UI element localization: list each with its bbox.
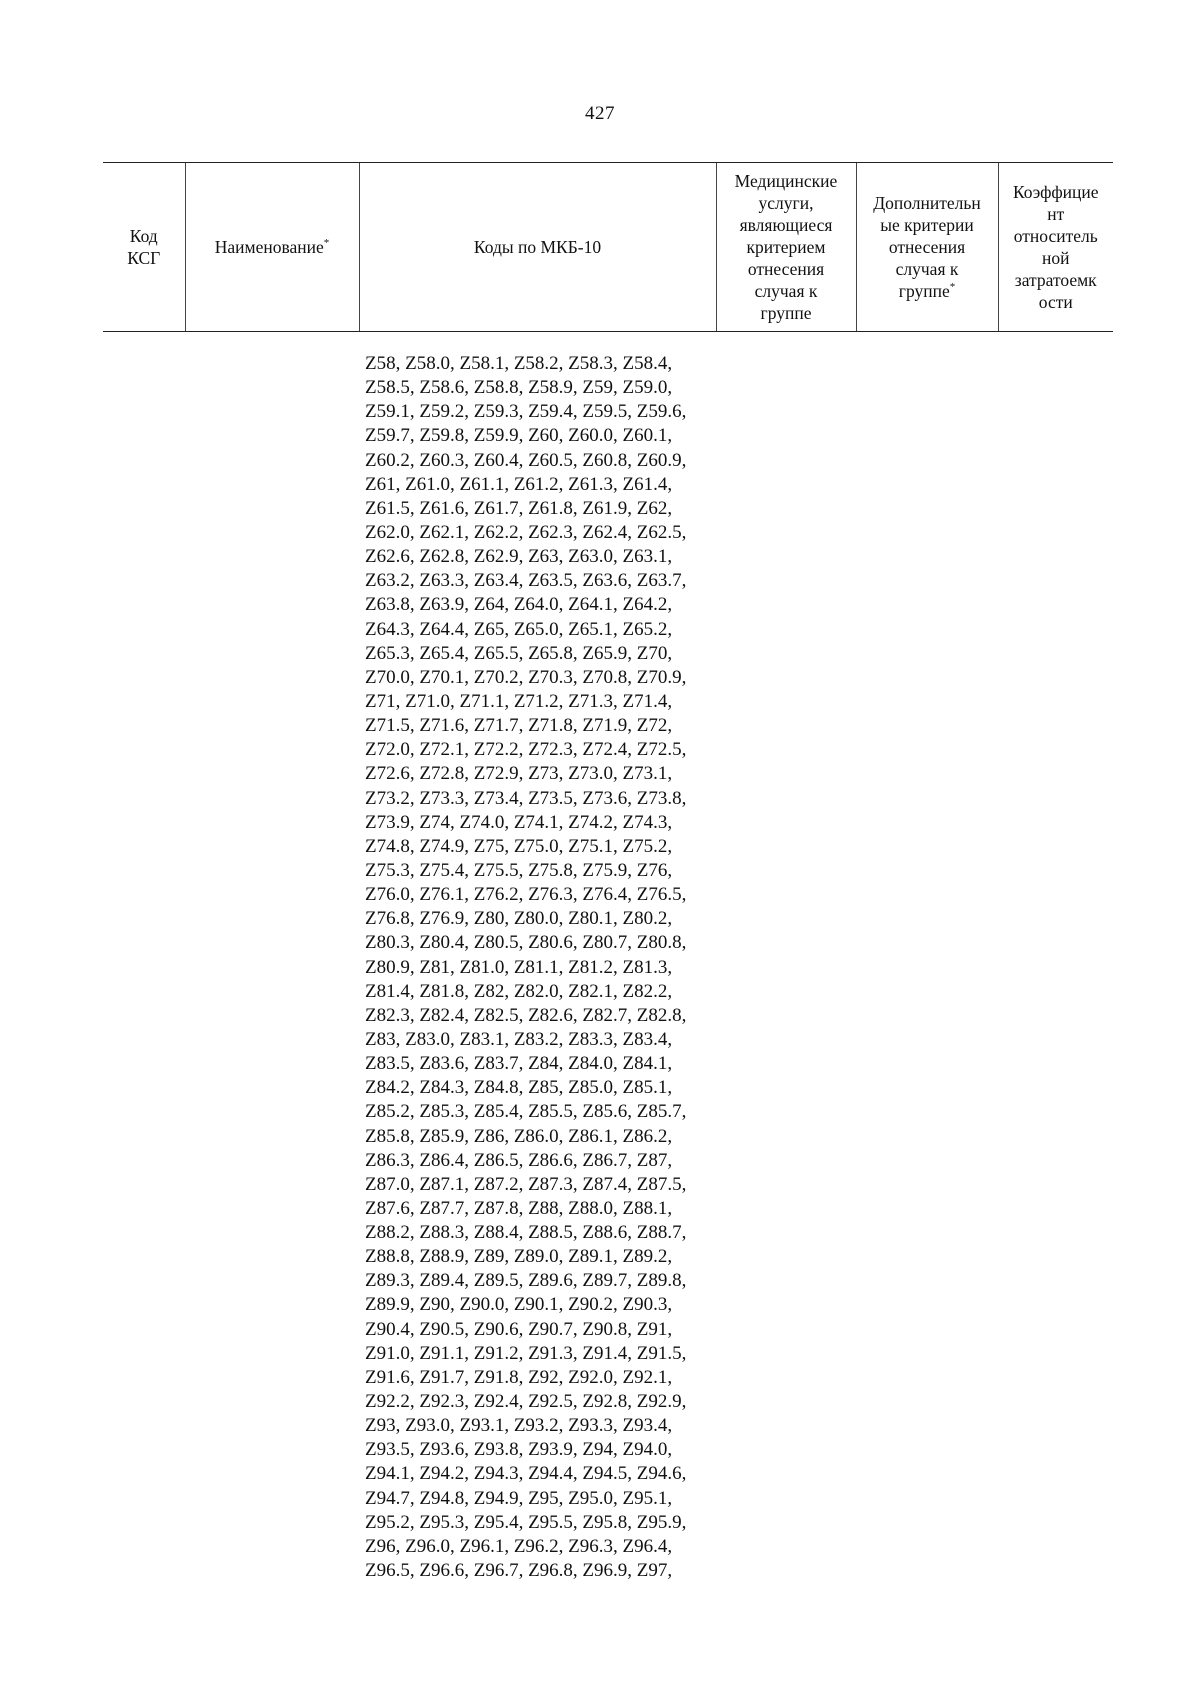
icd-code-line: Z85.8, Z85.9, Z86, Z86.0, Z86.1, Z86.2, bbox=[365, 1125, 673, 1147]
icd-code-line: Z63.8, Z63.9, Z64, Z64.0, Z64.1, Z64.2, bbox=[365, 594, 673, 616]
icd-code-line: Z80.9, Z81, Z81.0, Z81.1, Z81.2, Z81.3, bbox=[365, 956, 673, 978]
icd-code-line: Z93, Z93.0, Z93.1, Z93.2, Z93.3, Z93.4, bbox=[365, 1415, 673, 1437]
icd-code-line: Z72.6, Z72.8, Z72.9, Z73, Z73.0, Z73.1, bbox=[365, 763, 673, 785]
header-line: Наименование bbox=[214, 237, 324, 257]
header-line: КСГ bbox=[127, 248, 161, 268]
header-line: случая к bbox=[895, 259, 959, 279]
header-line: ые критерии bbox=[880, 215, 974, 235]
icd-code-line: Z96.5, Z96.6, Z96.7, Z96.8, Z96.9, Z97, bbox=[365, 1560, 673, 1582]
icd-code-line: Z65.3, Z65.4, Z65.5, Z65.8, Z65.9, Z70, bbox=[365, 642, 673, 664]
icd-code-line: Z88.8, Z88.9, Z89, Z89.0, Z89.1, Z89.2, bbox=[365, 1246, 673, 1268]
header-icd-codes bbox=[359, 163, 716, 332]
page-number: 427 bbox=[585, 103, 615, 124]
icd-code-line: Z74.8, Z74.9, Z75, Z75.0, Z75.1, Z75.2, bbox=[365, 835, 673, 857]
header-line: ной bbox=[1042, 248, 1070, 268]
header-line: Медицинские bbox=[734, 171, 838, 191]
header-line: группе bbox=[760, 303, 812, 323]
icd-code-line: Z83.5, Z83.6, Z83.7, Z84, Z84.0, Z84.1, bbox=[365, 1053, 673, 1075]
icd-code-line: Z91.0, Z91.1, Z91.2, Z91.3, Z91.4, Z91.5, bbox=[365, 1342, 687, 1364]
icd-code-line: Z91.6, Z91.7, Z91.8, Z92, Z92.0, Z92.1, bbox=[365, 1366, 673, 1388]
footnote-mark: * bbox=[323, 237, 330, 250]
header-line: группе bbox=[898, 281, 950, 301]
header-line: являющиеся bbox=[739, 215, 833, 235]
icd-codes-cell bbox=[365, 352, 725, 1583]
icd-code-line: Z64.3, Z64.4, Z65, Z65.0, Z65.1, Z65.2, bbox=[365, 618, 673, 640]
icd-code-line: Z95.2, Z95.3, Z95.4, Z95.5, Z95.8, Z95.9, bbox=[365, 1511, 687, 1533]
table-header bbox=[103, 163, 1113, 332]
header-line: критерием bbox=[746, 237, 826, 257]
ksg-table bbox=[103, 162, 1113, 332]
icd-code-line: Z92.2, Z92.3, Z92.4, Z92.5, Z92.8, Z92.9, bbox=[365, 1391, 687, 1413]
icd-code-line: Z72.0, Z72.1, Z72.2, Z72.3, Z72.4, Z72.5, bbox=[365, 739, 687, 761]
header-line: относитель bbox=[1013, 226, 1098, 246]
icd-code-line: Z82.3, Z82.4, Z82.5, Z82.6, Z82.7, Z82.8, bbox=[365, 1004, 687, 1026]
icd-code-line: Z63.2, Z63.3, Z63.4, Z63.5, Z63.6, Z63.7, bbox=[365, 570, 687, 592]
icd-code-line: Z73.9, Z74, Z74.0, Z74.1, Z74.2, Z74.3, bbox=[365, 811, 673, 833]
header-name bbox=[185, 163, 359, 332]
header-line: нт bbox=[1047, 204, 1065, 224]
icd-code-line: Z70.0, Z70.1, Z70.2, Z70.3, Z70.8, Z70.9, bbox=[365, 666, 687, 688]
icd-code-line: Z62.6, Z62.8, Z62.9, Z63, Z63.0, Z63.1, bbox=[365, 546, 673, 568]
header-line: затратоемк bbox=[1014, 270, 1097, 290]
icd-code-line: Z88.2, Z88.3, Z88.4, Z88.5, Z88.6, Z88.7, bbox=[365, 1222, 687, 1244]
icd-code-line: Z84.2, Z84.3, Z84.8, Z85, Z85.0, Z85.1, bbox=[365, 1077, 673, 1099]
header-line: Коэффицие bbox=[1012, 182, 1099, 202]
icd-code-line: Z59.1, Z59.2, Z59.3, Z59.4, Z59.5, Z59.6, bbox=[365, 401, 687, 423]
icd-code-line: Z90.4, Z90.5, Z90.6, Z90.7, Z90.8, Z91, bbox=[365, 1318, 673, 1340]
icd-code-line: Z87.0, Z87.1, Z87.2, Z87.3, Z87.4, Z87.5, bbox=[365, 1173, 687, 1195]
header-line: услуги, bbox=[758, 193, 814, 213]
icd-code-line: Z83, Z83.0, Z83.1, Z83.2, Z83.3, Z83.4, bbox=[365, 1028, 673, 1050]
icd-code-line: Z81.4, Z81.8, Z82, Z82.0, Z82.1, Z82.2, bbox=[365, 980, 673, 1002]
icd-code-line: Z85.2, Z85.3, Z85.4, Z85.5, Z85.6, Z85.7, bbox=[365, 1101, 687, 1123]
header-line: отнесения bbox=[747, 259, 825, 279]
header-row bbox=[103, 163, 1113, 332]
icd-code-line: Z80.3, Z80.4, Z80.5, Z80.6, Z80.7, Z80.8, bbox=[365, 932, 687, 954]
header-additional-criteria bbox=[856, 163, 998, 332]
icd-code-line: Z71.5, Z71.6, Z71.7, Z71.8, Z71.9, Z72, bbox=[365, 715, 673, 737]
header-line: Код bbox=[129, 226, 158, 246]
header-line: Коды по МКБ-10 bbox=[473, 237, 602, 257]
icd-code-line: Z76.8, Z76.9, Z80, Z80.0, Z80.1, Z80.2, bbox=[365, 908, 673, 930]
header-medical-services bbox=[716, 163, 856, 332]
icd-code-line: Z89.9, Z90, Z90.0, Z90.1, Z90.2, Z90.3, bbox=[365, 1294, 673, 1316]
header-cost-coefficient bbox=[998, 163, 1113, 332]
icd-code-line: Z61, Z61.0, Z61.1, Z61.2, Z61.3, Z61.4, bbox=[365, 473, 673, 495]
header-ksg-code bbox=[103, 163, 185, 332]
icd-code-line: Z89.3, Z89.4, Z89.5, Z89.6, Z89.7, Z89.8, bbox=[365, 1270, 687, 1292]
icd-code-line: Z96, Z96.0, Z96.1, Z96.2, Z96.3, Z96.4, bbox=[365, 1535, 673, 1557]
icd-code-line: Z94.1, Z94.2, Z94.3, Z94.4, Z94.5, Z94.6, bbox=[365, 1463, 687, 1485]
icd-code-line: Z59.7, Z59.8, Z59.9, Z60, Z60.0, Z60.1, bbox=[365, 425, 673, 447]
icd-code-line: Z94.7, Z94.8, Z94.9, Z95, Z95.0, Z95.1, bbox=[365, 1487, 673, 1509]
icd-code-line: Z60.2, Z60.3, Z60.4, Z60.5, Z60.8, Z60.9, bbox=[365, 449, 687, 471]
header-line: случая к bbox=[754, 281, 818, 301]
icd-code-line: Z61.5, Z61.6, Z61.7, Z61.8, Z61.9, Z62, bbox=[365, 497, 673, 519]
header-line: ости bbox=[1038, 292, 1073, 312]
icd-code-line: Z76.0, Z76.1, Z76.2, Z76.3, Z76.4, Z76.5, bbox=[365, 884, 687, 906]
icd-code-line: Z71, Z71.0, Z71.1, Z71.2, Z71.3, Z71.4, bbox=[365, 690, 673, 712]
icd-code-line: Z93.5, Z93.6, Z93.8, Z93.9, Z94, Z94.0, bbox=[365, 1439, 673, 1461]
icd-code-line: Z58, Z58.0, Z58.1, Z58.2, Z58.3, Z58.4, bbox=[365, 353, 673, 374]
header-line: Дополнительн bbox=[873, 193, 981, 213]
icd-code-line: Z73.2, Z73.3, Z73.4, Z73.5, Z73.6, Z73.8, bbox=[365, 787, 687, 809]
icd-code-line: Z86.3, Z86.4, Z86.5, Z86.6, Z86.7, Z87, bbox=[365, 1149, 673, 1171]
icd-code-line: Z62.0, Z62.1, Z62.2, Z62.3, Z62.4, Z62.5, bbox=[365, 521, 687, 543]
icd-code-line: Z58.5, Z58.6, Z58.8, Z58.9, Z59, Z59.0, bbox=[365, 377, 673, 399]
header-line: отнесения bbox=[888, 237, 966, 257]
icd-code-line: Z87.6, Z87.7, Z87.8, Z88, Z88.0, Z88.1, bbox=[365, 1197, 673, 1219]
footnote-mark: * bbox=[949, 281, 956, 294]
icd-code-line: Z75.3, Z75.4, Z75.5, Z75.8, Z75.9, Z76, bbox=[365, 859, 673, 881]
